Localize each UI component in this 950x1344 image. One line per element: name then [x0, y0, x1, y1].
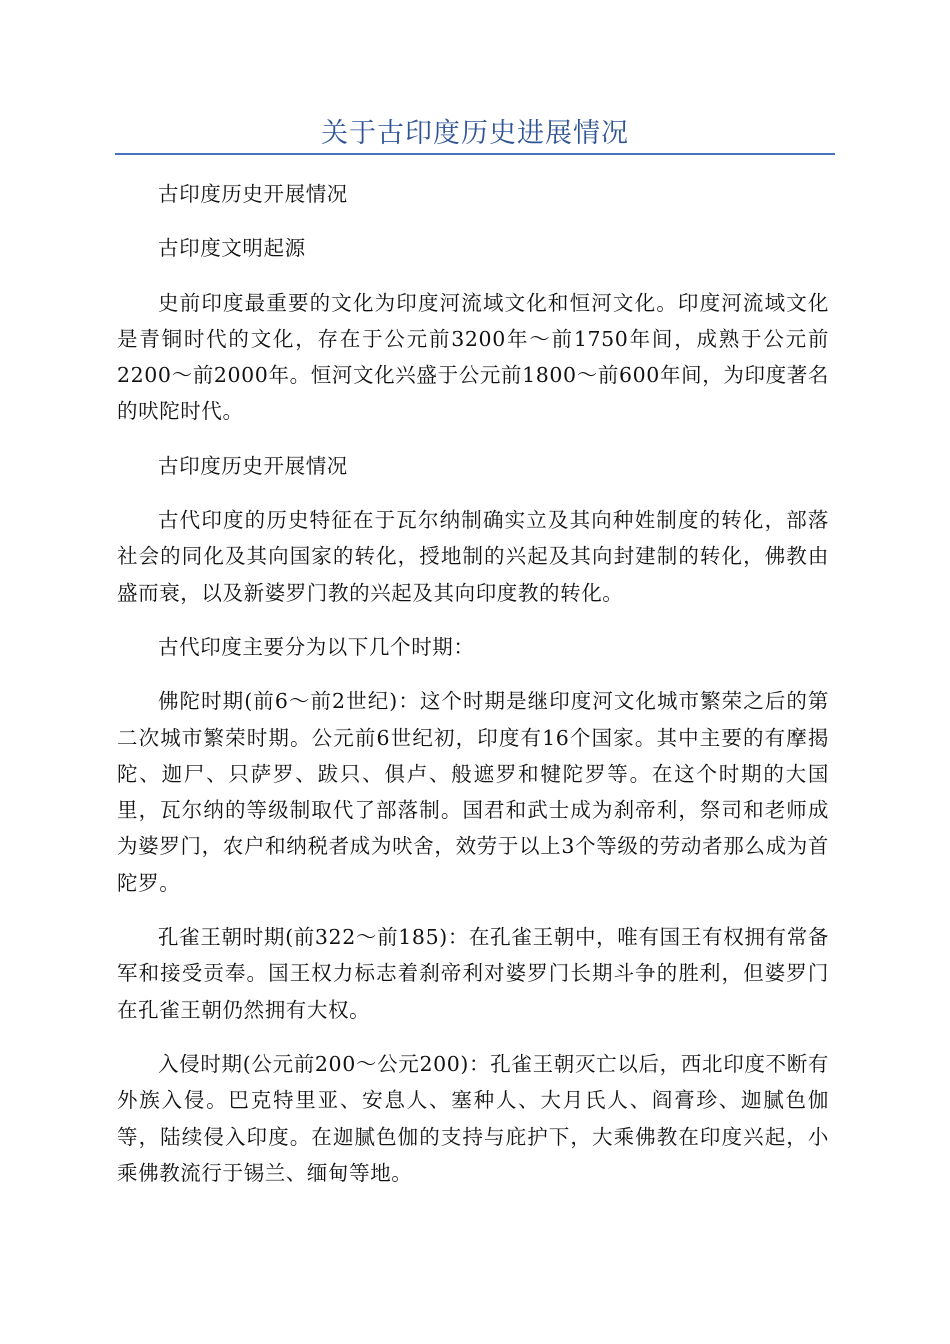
document-title: 关于古印度历史进展情况 [321, 118, 629, 149]
paragraph-periods-intro: 古代印度主要分为以下几个时期： [158, 634, 475, 659]
paragraph-maurya-period: 孔雀王朝时期(前322～前185)：在孔雀王朝中，唯有国王有权拥有常备军和接受贡奉。国王权力标志着刹帝利对婆罗门长期斗争的胜利，但婆罗门在孔雀王朝仍然拥有大权。 [117, 925, 829, 1022]
heading-development: 古印度历史开展情况 [158, 182, 348, 206]
paragraph-historical-features: 古代印度的历史特征在于瓦尔纳制确实立及其向种姓制度的转化，部落社会的同化及其向国家的转化，授地制的兴起及其向封建制的转化，佛教由盛而衰，以及新婆罗门教的兴起及其向印度教的转化。 [117, 508, 829, 605]
paragraph-invasion-period: 入侵时期(公元前200～公元200)：孔雀王朝灭亡以后，西北印度不断有外族入侵。巴克特里亚、安息人、塞种人、大月氏人、阎膏珍、迦腻色伽等，陆续侵入印度。在迦腻色伽的支持与庇护下，大乘佛教在印度兴起，小乘佛教流行于锡兰、缅甸等地。 [117, 1051, 829, 1185]
paragraph-prehistoric-culture: 史前印度最重要的文化为印度河流域文化和恒河文化。印度河流域文化是青铜时代的文化，存在于公元前3200年～前1750年间，成熟于公元前2200～前2000年。恒河文化兴盛于公元前1800～前600年间，为印度著名的吠陀时代。 [117, 290, 829, 424]
title-underline [115, 153, 835, 155]
heading-origin: 古印度文明起源 [158, 236, 306, 261]
heading-development-repeat: 古印度历史开展情况 [158, 453, 348, 478]
document-body [117, 176, 829, 1209]
paragraph-buddha-period: 佛陀时期(前6～前2世纪)：这个时期是继印度河文化城市繁荣之后的第二次城市繁荣时期。公元前6世纪初，印度有16个国家。其中主要的有摩揭陀、迦尸、只萨罗、跋只、俱卢、般遮罗和犍陀罗等。在这个时期的大国里，瓦尔纳的等级制取代了部落制。国君和武士成为刹帝利，祭司和老师成为婆罗门，农户和纳税者成为吠舍，效劳于以上3个等级的劳动者那么成为首陀罗。 [117, 689, 829, 895]
